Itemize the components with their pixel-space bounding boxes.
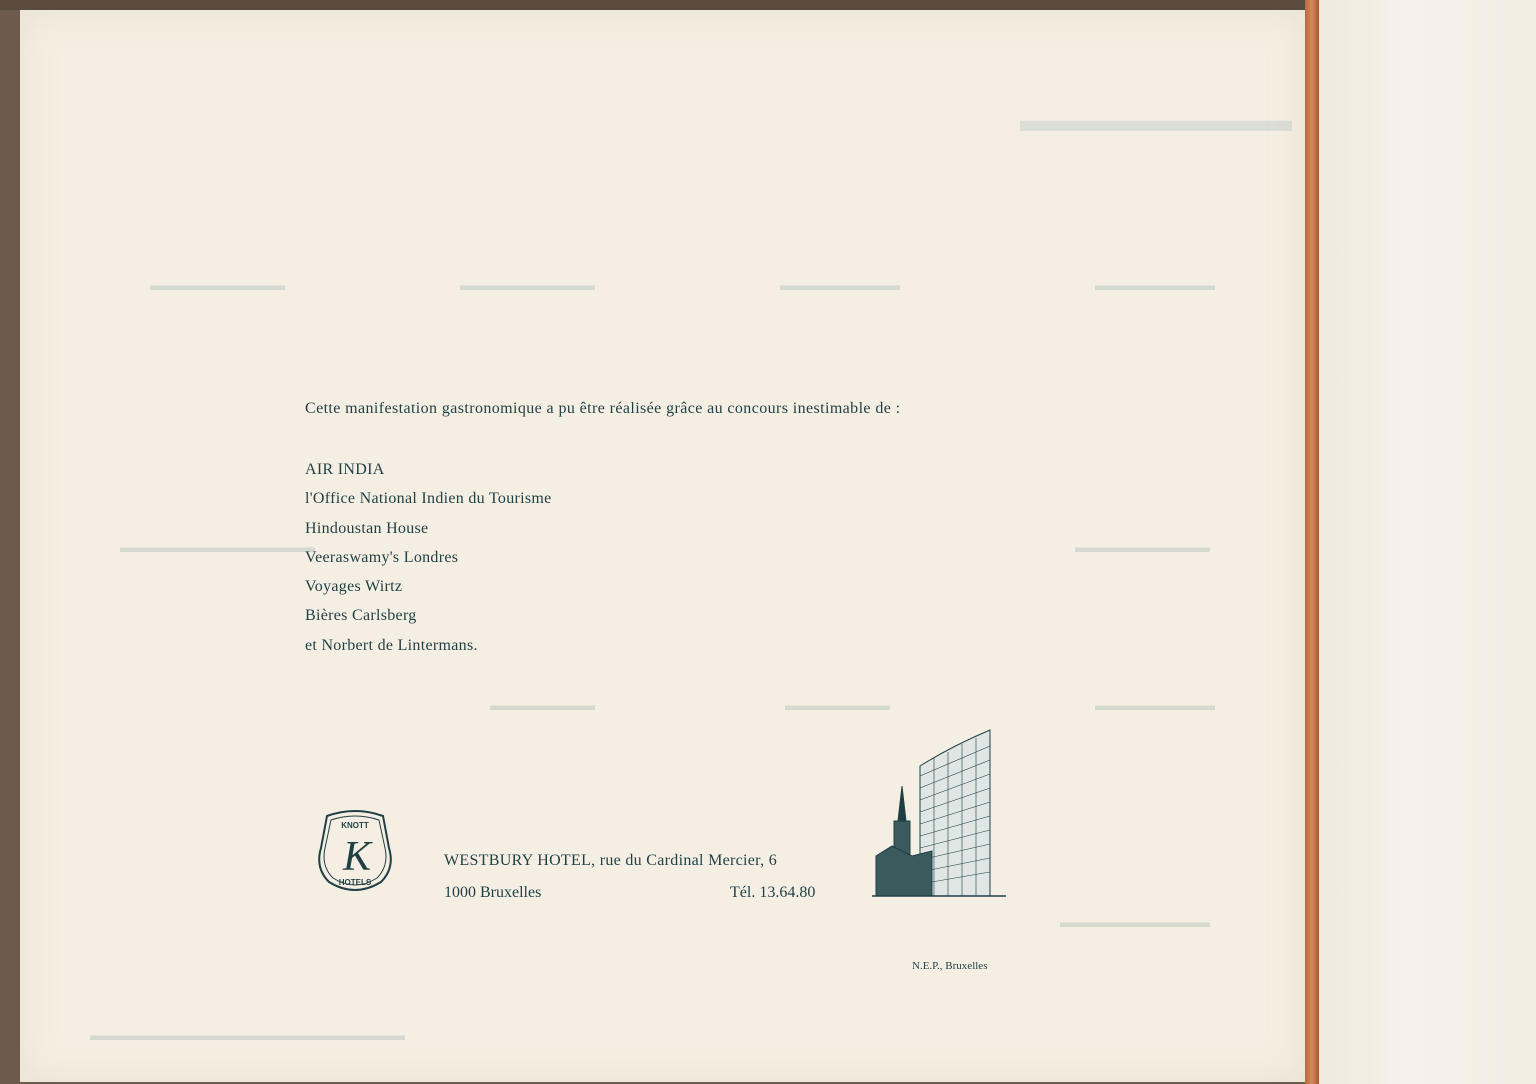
- sponsor-item: Bières Carlsberg: [305, 607, 417, 625]
- knott-hotels-logo: [315, 808, 395, 892]
- showthrough-line: ▬▬▬▬▬▬▬▬▬▬▬▬▬: [120, 540, 315, 556]
- showthrough-line: ▬▬▬▬▬▬▬▬▬▬▬▬▬▬▬▬▬▬▬▬▬: [90, 1028, 405, 1044]
- sponsor-item: l'Office National Indien du Tourisme: [305, 490, 552, 508]
- printer-credit: N.E.P., Bruxelles: [912, 960, 988, 972]
- sponsor-item: Hindoustan House: [305, 519, 429, 537]
- sponsor-item: AIR INDIA: [305, 461, 385, 478]
- hotel-address: WESTBURY HOTEL, rue du Cardinal Mercier, 6: [444, 852, 778, 869]
- showthrough-title: ▬▬▬▬▬▬▬▬: [1020, 102, 1292, 139]
- showthrough-col: ▬▬▬▬▬▬▬▬: [780, 278, 900, 294]
- logo-letter: K: [342, 834, 372, 880]
- showthrough-line: ▬▬▬▬▬▬▬: [490, 698, 595, 714]
- hotel-building-illustration: [872, 726, 1006, 898]
- sponsor-item: Voyages Wirtz: [305, 578, 403, 596]
- book-binding-edge: [1305, 0, 1319, 1084]
- showthrough-line: ▬▬▬▬▬▬▬▬: [1095, 698, 1215, 714]
- logo-bottom-text: HOTELS: [338, 878, 372, 887]
- showthrough-col: ▬▬▬▬▬▬▬▬: [1095, 278, 1215, 294]
- facing-page: [1319, 0, 1536, 1084]
- sponsor-item: et Norbert de Lintermans.: [305, 636, 478, 654]
- sponsor-item: Veeraswamy's Londres: [305, 548, 459, 566]
- showthrough-line: ▬▬▬▬▬▬▬▬▬: [1075, 540, 1210, 556]
- showthrough-col: ▬▬▬▬▬▬▬▬▬: [460, 278, 595, 294]
- showthrough-line: ▬▬▬▬▬▬▬▬▬▬: [1060, 915, 1210, 931]
- hotel-phone: Tél. 13.64.80: [730, 884, 816, 901]
- menu-page: [20, 10, 1305, 1082]
- showthrough-line: ▬▬▬▬▬▬▬: [785, 698, 890, 714]
- showthrough-col: ▬▬▬▬▬▬▬▬▬: [150, 278, 285, 294]
- hotel-city: 1000 Bruxelles: [444, 884, 542, 901]
- logo-top-text: KNOTT: [341, 821, 369, 830]
- intro-text: Cette manifestation gastronomique a pu être réalisée grâce au concours inestimable de :: [305, 400, 901, 417]
- sponsor-list: [305, 458, 552, 663]
